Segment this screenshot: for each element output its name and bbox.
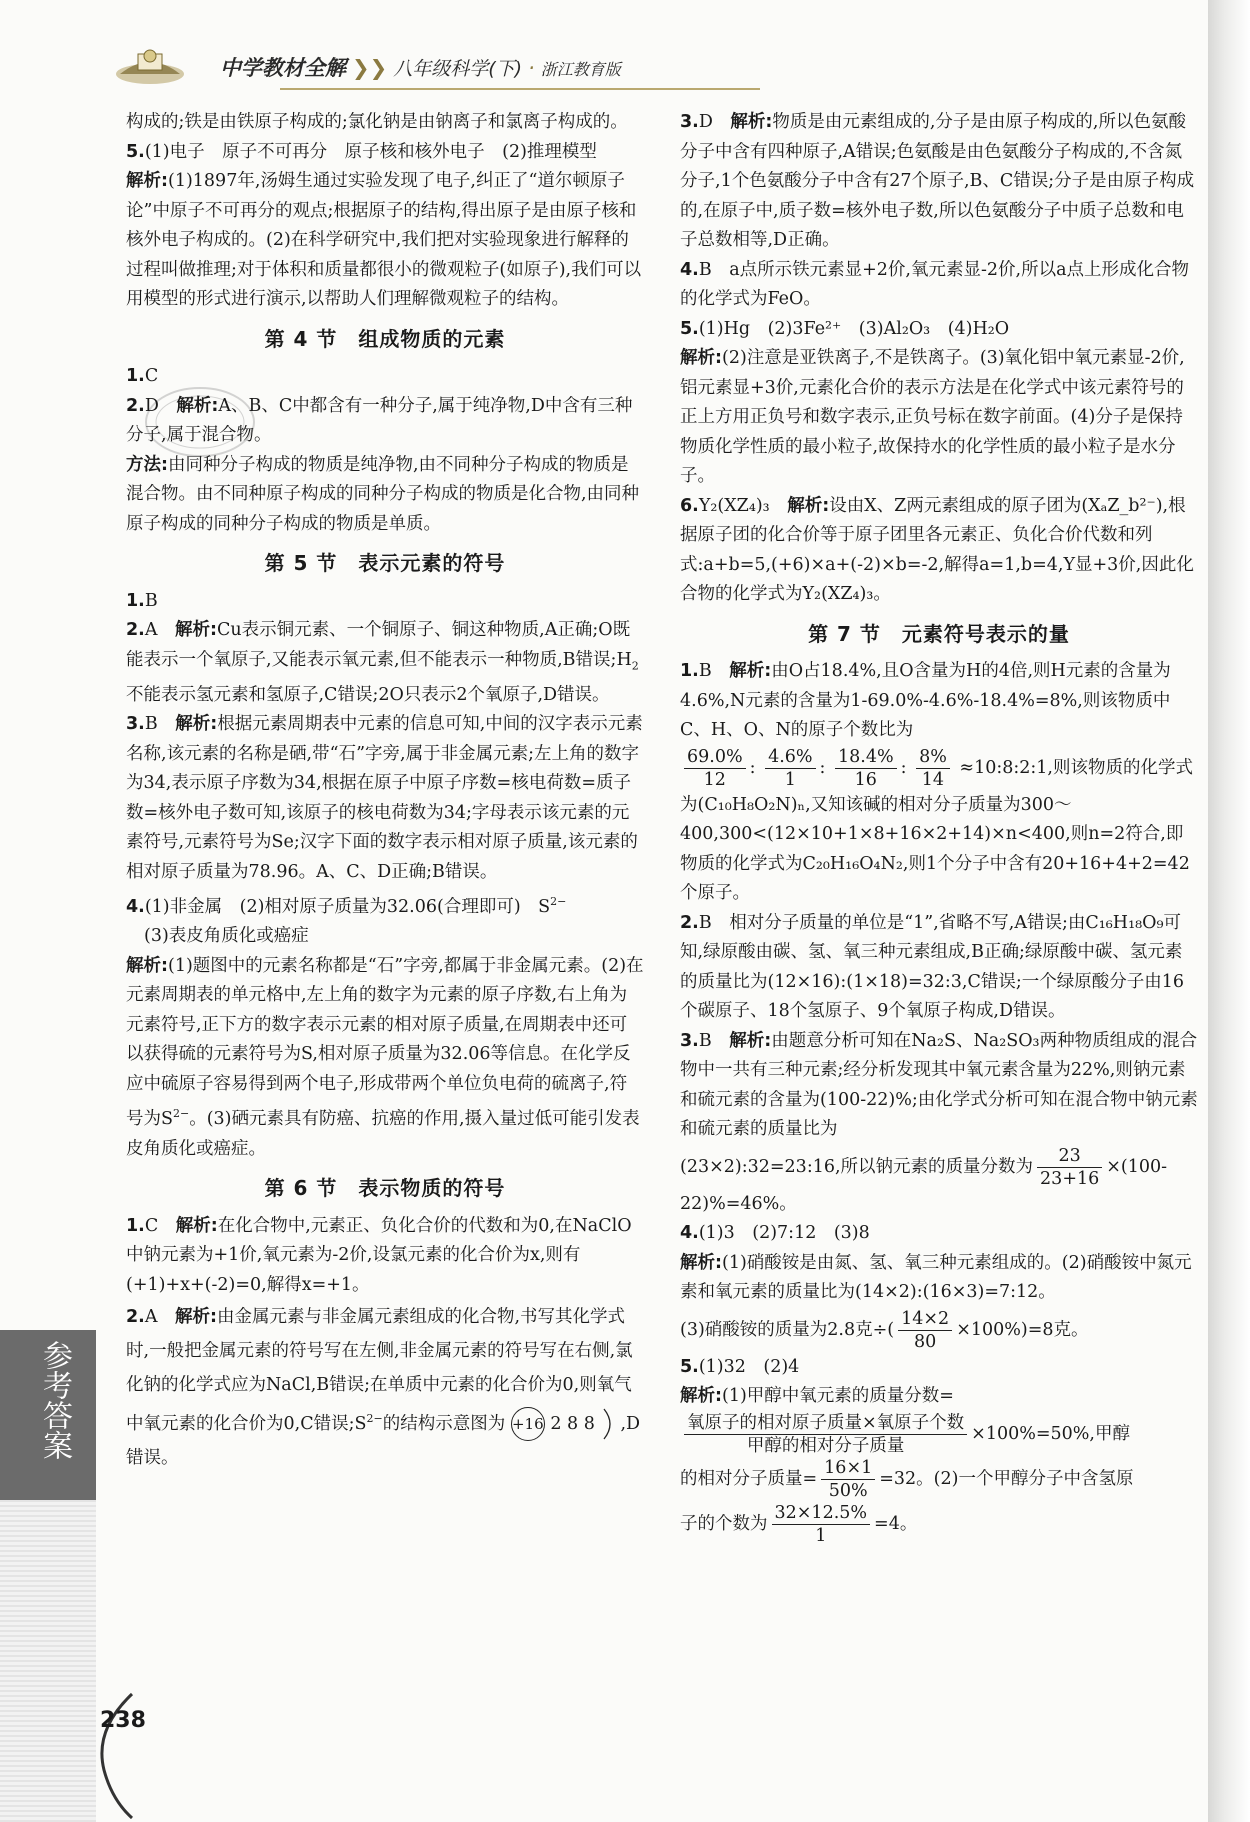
book-logo-icon	[110, 44, 190, 88]
sec4-q2-method: 方法:由同种分子构成的物质是纯净物,由不同种分子构成的物质是混合物。由不同种原子构成的同种分子构成的物质是化合物,由同种原子构成的同种分子构成的物质是单质。	[126, 454, 640, 534]
sec7-q3: 3.B 解析:由题意分析可知在Na₂S、Na₂SO₃两种物质组成的混合物中一共有三种元素;经分析发现其中氧元素含量为22%,则钠元素和硫元素的含量为(100-22)%;由化学式分析可知在混合物中钠元素和硫元素的质量比为	[680, 1030, 1198, 1139]
section-5-title: 第 5 节 表示元素的符号	[264, 551, 506, 575]
sec7-q1-fractions: $\frac{69.0\%}{12}$ : $\frac{4.6\%}{1}$ : $\frac{18.4\%}{16}$ : $\frac{8\%}{14}$ ≈10:8:2:1,则该物质的化学式为(C₁₀H₈O₂N)ₙ,又知该碱的相对分子质量为300～400,300<(12×10+1×8+16×2+14)×n<400,则n=2符合,即物质的化学式为C₂₀H₁₆O₄N₂,则1个分子中含有20+16+4+2=42个原子。	[680, 746, 1193, 903]
section-7-title: 第 7 节 元素符号表示的量	[808, 621, 1070, 646]
book-title: 中学教材全解	[220, 56, 346, 80]
sec7-q4-calc: (3)硝酸铵的质量为2.8克÷( $\frac{14\times 2}{80}$ ×100%)=8克。	[680, 1308, 1089, 1352]
right-q5-analysis: 解析:(2)注意是亚铁离子,不是铁离子。(3)氧化铝中氧元素显-2价,铝元素显+3价,元素化合价的表示方法是在化学式中该元素符号的正上方用正负号和数字表示,正负号标在数字前面。(4)分子是保持物质化学性质的最小粒子,故保持水的化学性质的最小粒子是水分子。	[680, 348, 1185, 486]
sec6-q1: 1.C 解析:在化合物中,元素正、负化合价的代数和为0,在NaClO中钠元素为+1价,氧元素为-2价,设氯元素的化合价为x,则有(+1)+x+(-2)=0,解得x=+1。	[126, 1215, 632, 1295]
sec5-q4-analysis: 解析:(1)题图中的元素名称都是“石”字旁,都属于非金属元素。(2)在元素周期表的单元格中,左上角的数字为元素的原子序数,右上角为元素符号,正下方的数字表示元素的相对原子质量,在周期表中还可以获得硫的元素符号为S,相对原子质量为32.06等信息。在化学反应中硫原子容易得到两个电子,形成带两个单位负电荷的硫离子,符号为$S^{2-}$。(3)硒元素具有防癌、抗癌的作用,摄入量过低可能引发表皮角质化或癌症。	[126, 955, 644, 1159]
side-tab-label: 参考答案	[37, 1340, 72, 1460]
page-header	[100, 42, 660, 90]
sec4-q2: 2.D 解析:A、B、C中都含有一种分子,属于纯净物,D中含有三种分子,属于混合物。	[126, 395, 633, 445]
electron-shells: 2 8 8	[550, 1413, 595, 1434]
fraction: $\frac{14\times 2}{80}$	[898, 1308, 952, 1353]
page-number: 238	[100, 1708, 146, 1733]
grade-subject: 八年级科学(下)	[393, 58, 523, 80]
left-q5-analysis: 解析:(1)1897年,汤姆生通过实验发现了电子,纠正了“道尔顿原子论”中原子不可再分的观点;根据原子的结构,得出原子是由原子核和核外电子构成的。(2)在科学研究中,我们把对实验现象进行解释的过程叫做推理;对于体积和质量都很小的微观粒子(如原子),我们可以用模型的形式进行演示,以帮助人们理解微观粒子的结构。	[126, 171, 642, 309]
header-separator: ❯❯	[352, 56, 388, 80]
fraction: $\frac{8\%}{14}$	[916, 746, 950, 791]
fraction: $\frac{69.0\%}{12}$	[684, 746, 746, 791]
sec7-q2: 2.B 相对分子质量的单位是“1”,省略不写,A错误;由C₁₆H₁₈O₉可知,绿原酸由碳、氢、氧三种元素组成,B正确;绿原酸中碳、氢元素的质量比为(12×16):(1×18)=32:3,C错误;一个绿原酸分子由16个碳原子、18个氢原子、9个氧原子构成,D错误。	[680, 912, 1185, 1021]
sec7-q1: 1.B 解析:由O占18.4%,且O含量为H的4倍,则H元素的含量为4.6%,N元素的含量为1-69.0%-4.6%-18.4%=8%,则该物质中C、H、O、N的原子个数比为	[680, 661, 1171, 740]
sec5-q4-answer: 4.(1)非金属 (2)相对原子质量为32.06(合理即可) $S^{2-}$	[126, 895, 567, 917]
fraction: $\frac{\text{氧原子的相对原子质量×氧原子个数}}{\text{甲醇的相对分子质量}}$	[684, 1412, 967, 1457]
sec7-q5-analysis: 解析:(1)甲醇中氧元素的质量分数=	[680, 1386, 954, 1406]
page-fold-shadow	[1208, 0, 1250, 1822]
left-column	[126, 108, 644, 1475]
sec7-q3-calc: (23×2):32=23:16,所以钠元素的质量分数为 $\frac{23}{23+16}$ ×(100-22)%=46%。	[680, 1145, 1168, 1214]
sec7-q5-formula: $\frac{\text{氧原子的相对原子质量×氧原子个数}}{\text{甲醇的相对分子质量}}$ ×100%=50%,甲醇	[680, 1412, 1198, 1457]
atom-nucleus: +16	[511, 1407, 545, 1441]
publisher: 浙江教育版	[540, 60, 621, 79]
sec5-q2: 2.A 解析:Cu表示铜元素、一个铜原子、铜这种物质,A正确;O既能表示一个氧原子,又能表示氧元素,但不能表示一种物质,B错误$;H_2$不能表示氢元素和氢原子,C错误;2O只表示2个氧原子,D错误。	[126, 620, 639, 705]
left-q5-answer: 5.(1)电子 原子不可再分 原子核和核外电子 (2)推理模型	[126, 141, 597, 162]
header-rule	[280, 88, 760, 90]
sec6-q2: 2.A 解析:由金属元素与非金属元素组成的化合物,书写其化学式时,一般把金属元素的符号写在左侧,非金属元素的符号写在右侧,氯化钠的化学式应为NaCl,B错误;在单质中元素的化合价为0,则氧气中氧元素的化合价为0,C错误$;S^{2-}$的结构示意图为 +16 2 8 8 ,D错误。	[126, 1307, 641, 1469]
fraction: $\frac{18.4\%}{16}$	[835, 746, 897, 791]
right-q4: 4.B a点所示铁元素显+2价,氧元素显-2价,所以a点上形成化合物的化学式为FeO。	[680, 259, 1190, 309]
sec7-q4-answer: 4.(1)3 (2)7:12 (3)8	[680, 1223, 870, 1243]
electron-shell-arcs-icon	[600, 1407, 620, 1441]
sec5-q3: 3.B 解析:根据元素周期表中元素的信息可知,中间的汉字表示元素名称,该元素的名称是硒,带“石”字旁,属于非金属元素;左上角的数字为34,表示原子序数为34,根据在原子中原子序数=核电荷数=质子数=核外电子数可知,该原子的核电荷数为34;字母表示该元素的元素符号,元素符号为Se;汉字下面的数字表示相对原子质量,该元素的相对原子质量为78.96。A、C、D正确;B错误。	[126, 714, 643, 882]
left-intro: 构成的;铁是由铁原子构成的;氯化钠是由钠离子和氯离子构成的。	[126, 112, 628, 132]
sec7-q4-analysis: 解析:(1)硝酸铵是由氮、氢、氧三种元素组成的。(2)硝酸铵中氮元素和氧元素的质量比为(14×2):(16×3)=7:12。	[680, 1252, 1192, 1302]
side-strip	[0, 1500, 96, 1822]
right-q6: 6.Y₂(XZ₄)₃ 解析:设由X、Z两元素组成的原子团为(XₐZ_b²⁻),根据原子团的化合价等于原子团里各元素正、负化合价代数和列式:a+b=5,(+6)×a+(-2)×b=-2,解得a=1,b=4,Y显+3价,因此化合物的化学式为Y₂(XZ₄)₃。	[680, 495, 1194, 604]
fraction: $\frac{4.6\%}{1}$	[765, 746, 815, 791]
fraction: $\frac{23}{23+16}$	[1037, 1145, 1102, 1190]
section-4-title: 第 4 节 组成物质的元素	[264, 326, 506, 351]
sec4-q1: 1.C	[126, 366, 159, 386]
section-6-title: 第 6 节 表示物质的符号	[264, 1176, 506, 1201]
header-dot: ·	[528, 56, 535, 80]
sec5-q4-answer-b: (3)表皮角质化或癌症	[144, 926, 309, 947]
fraction: $\frac{16\times 1}{50\%}$	[821, 1457, 875, 1502]
header-title	[220, 52, 621, 82]
right-column	[680, 108, 1198, 1547]
right-q5-answer: 5.(1)Hg (2)3Fe²⁺ (3)Al₂O₃ (4)H₂O	[680, 318, 1010, 339]
sec7-q5-hydrogen: 子的个数为 $\frac{32\times 12.5\%}{1}$ =4。	[680, 1502, 918, 1546]
sec7-q5-answer: 5.(1)32 (2)4	[680, 1356, 800, 1377]
sec5-q1: 1.B	[126, 590, 158, 611]
right-q3: 3.D 解析:物质是由元素组成的,分子是由原子构成的,所以色氨酸分子中含有四种原子,A错误;色氨酸是由色氨酸分子构成的,不含氮分子,1个色氨酸分子中含有27个原子,B、C错误;分子是由原子构成的,在原子中,质子数=核外电子数,所以色氨酸分子中质子总数和电子总数相等,D正确。	[680, 112, 1195, 250]
fraction: $\frac{32\times 12.5\%}{1}$	[772, 1502, 871, 1547]
sec7-q5-mass: 的相对分子质量= $\frac{16\times 1}{50\%}$ =32。(2)一个甲醇分子中含氢原	[680, 1457, 1134, 1501]
